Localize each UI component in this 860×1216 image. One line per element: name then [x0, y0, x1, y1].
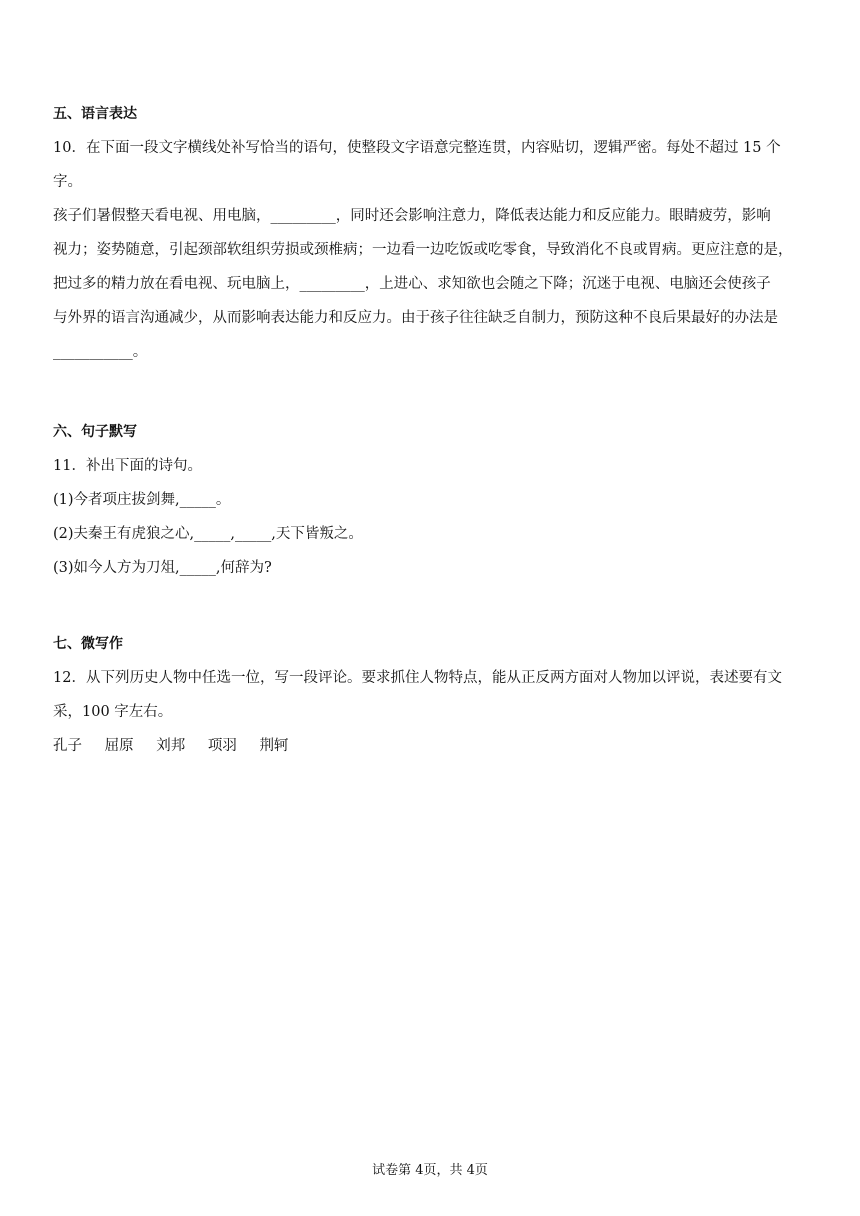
section-heading: 七、微写作 — [53, 636, 123, 652]
question-11-item-3: (3)如今人方为刀俎,_____,何辞为? — [53, 560, 272, 576]
question-12-prompt — [53, 661, 809, 729]
question-11-item-1: (1)今者项庄拔剑舞,_____。 — [53, 492, 231, 508]
section-heading: 六、句子默写 — [53, 424, 137, 440]
passage-line-4: 与外界的语言沟通减少，从而影响表达能力和反应力。由于孩子往往缺乏自制力，预防这种不良后果最好的办法是 — [53, 310, 778, 326]
passage-line-3: 把过多的精力放在看电视、玩电脑上，_________，上进心、求知欲也会随之下降；沉迷于电视、电脑还会使孩子 — [53, 276, 771, 292]
question-12-line-1: 12．从下列历史人物中任选一位，写一段评论。要求抓住人物特点，能从正反两方面对人物加以评说，表述要有文 — [53, 670, 782, 686]
passage-line-5: ___________。 — [53, 344, 148, 360]
section-micro-writing — [53, 627, 809, 763]
question-11-item-2: (2)夫秦王有虎狼之心,_____,_____,天下皆叛之。 — [53, 526, 363, 542]
section-sentence-dictation — [53, 415, 809, 585]
question-12-line-2: 采，100 字左右。 — [53, 704, 173, 720]
historical-figures-list — [53, 729, 809, 763]
figure-name: 孔子 — [53, 738, 82, 754]
figure-name: 项羽 — [207, 738, 237, 754]
question-11-prompt: 11．补出下面的诗句。 — [53, 458, 202, 474]
passage-line-2: 视力；姿势随意，引起颈部软组织劳损或颈椎病；一边看一边吃饭或吃零食，导致消化不良或胃病。更应注意的是， — [53, 242, 793, 258]
question-10-line-2: 字。 — [53, 174, 82, 190]
figure-name: 刘邦 — [156, 738, 186, 754]
section-language-expression — [53, 97, 809, 369]
figure-name: 荆轲 — [259, 738, 289, 754]
section-heading: 五、语言表达 — [53, 106, 137, 122]
figure-name: 屈原 — [104, 738, 134, 754]
page-footer: 试卷第 4页，共 4页 — [372, 1163, 488, 1178]
question-10-line-1: 10．在下面一段文字横线处补写恰当的语句，使整段文字语意完整连贯，内容贴切，逻辑严密。每处不超过 15 个 — [53, 140, 781, 156]
question-10-passage — [53, 199, 809, 369]
question-10-prompt — [53, 131, 809, 199]
passage-line-1: 孩子们暑假整天看电视、用电脑，_________，同时还会影响注意力，降低表达能力和反应能力。眼睛疲劳，影响 — [53, 208, 771, 224]
